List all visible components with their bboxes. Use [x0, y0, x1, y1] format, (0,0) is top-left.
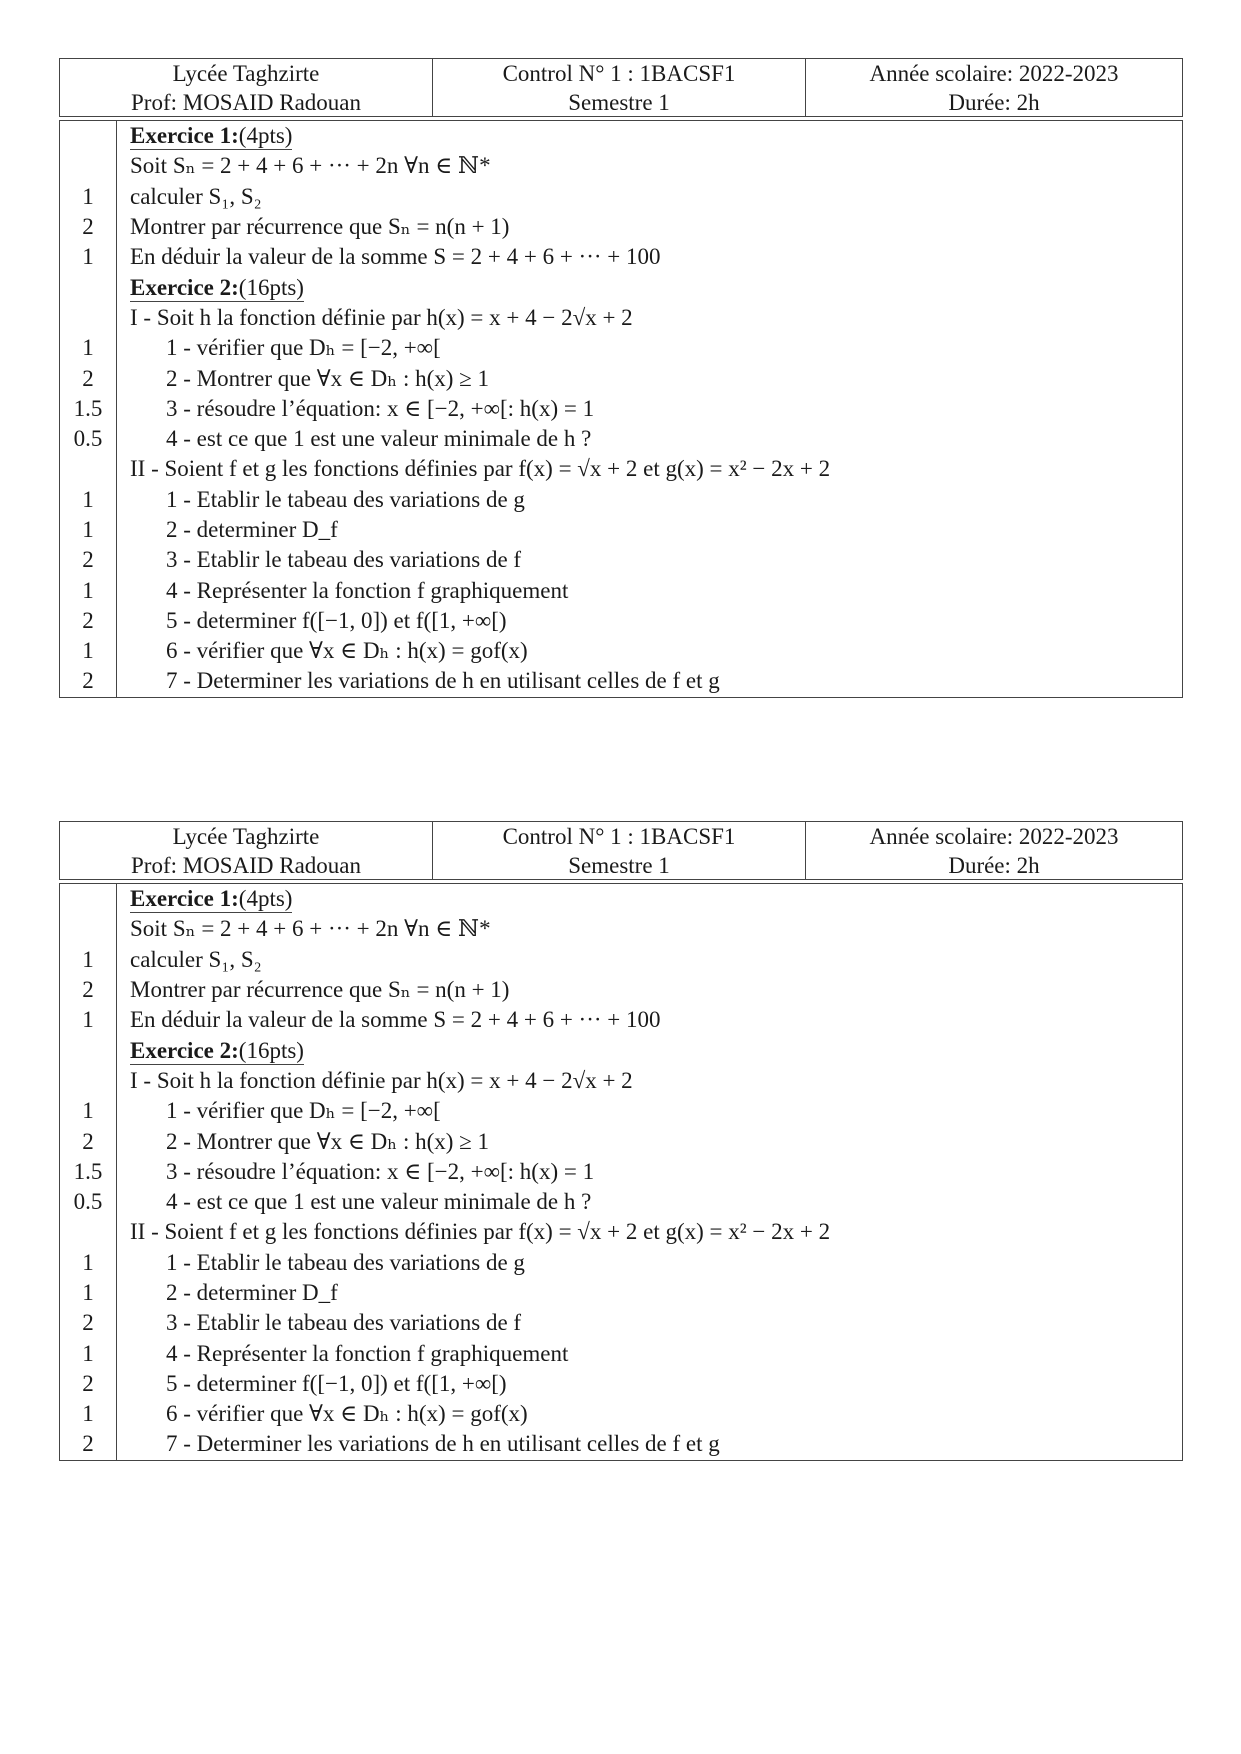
- header-year-cell: [805, 59, 1182, 117]
- header-school-cell: [60, 59, 432, 117]
- question-text: I - Soit h la fonction définie par h(x) = x + 4 − 2√x + 2: [130, 1067, 633, 1093]
- school-year: Année scolaire: 2022-2023: [869, 61, 1119, 86]
- points-cell: 1: [82, 577, 94, 603]
- question-text: II - Soient f et g les fonctions définies par f(x) = √x + 2 et g(x) = x² − 2x + 2: [130, 456, 831, 482]
- duration: Durée: 2h: [948, 90, 1040, 115]
- question-row: [60, 1338, 1182, 1368]
- question-row: [60, 1278, 1182, 1308]
- exam-body: [59, 883, 1183, 1461]
- question-row: [60, 485, 1182, 515]
- points-cell: 1: [82, 946, 94, 972]
- question-row: [60, 545, 1182, 575]
- question-text: 1 - Etablir le tabeau des variations de g: [166, 1249, 525, 1275]
- exercise-label: Exercice 2:: [130, 274, 239, 300]
- question-text: 7 - Determiner les variations de h en utilisant celles de f et g: [166, 668, 720, 694]
- question-row: [60, 1308, 1182, 1338]
- question-row: [60, 333, 1182, 363]
- question-row: [60, 515, 1182, 545]
- question-row: [60, 666, 1182, 696]
- school-name: Lycée Taghzirte: [172, 824, 320, 849]
- question-text: 4 - est ce que 1 est une valeur minimale de h ?: [166, 1189, 592, 1215]
- points-cell: 1: [82, 638, 94, 664]
- question-list: [60, 884, 1182, 1460]
- question-text: 5 - determiner f([−1, 0]) et f([1, +∞[): [166, 1370, 507, 1396]
- points-cell: 1: [82, 244, 94, 270]
- question-row: [60, 1399, 1182, 1429]
- question-text: 3 - résoudre l’équation: x ∈ [−2, +∞[: h(x) = 1: [166, 1158, 595, 1184]
- question-text: 2 - determiner D_f: [166, 1280, 338, 1305]
- question-text: 4 - est ce que 1 est une valeur minimale de h ?: [166, 426, 592, 452]
- school-year: Année scolaire: 2022-2023: [869, 824, 1119, 849]
- question-list: [60, 121, 1182, 697]
- question-text: 2 - Montrer que ∀x ∈ Dₕ : h(x) ≥ 1: [166, 365, 490, 391]
- question-text: Montrer par récurrence que Sₙ = n(n + 1): [130, 977, 510, 1003]
- question-row: [60, 945, 1182, 975]
- points-cell: 1.5: [73, 1158, 103, 1184]
- question-text: calculer S₁, S₂: [130, 183, 262, 209]
- question-text: 4 - Représenter la fonction f graphiquement: [166, 577, 569, 603]
- points-cell: 1: [82, 1007, 94, 1033]
- question-row: [60, 606, 1182, 636]
- question-row: [60, 1248, 1182, 1278]
- question-text: 5 - determiner f([−1, 0]) et f([1, +∞[): [166, 607, 507, 633]
- question-text: 3 - Etablir le tabeau des variations de f: [166, 547, 522, 573]
- question-row: [60, 636, 1182, 666]
- question-row: [60, 884, 1182, 914]
- exercise-points: (4pts): [238, 123, 293, 149]
- points-cell: 2: [82, 1431, 94, 1457]
- question-text: En déduir la valeur de la somme S = 2 + 4 + 6 + ··· + 100: [130, 244, 661, 270]
- exercise-title: [116, 123, 292, 149]
- question-row: [60, 272, 1182, 302]
- exercise-points: (4pts): [238, 886, 293, 912]
- question-text: Soit Sₙ = 2 + 4 + 6 + ··· + 2n ∀n ∈ ℕ*: [130, 153, 491, 179]
- question-row: [60, 151, 1182, 181]
- semester: Semestre 1: [568, 90, 670, 115]
- question-row: [60, 303, 1182, 333]
- control-title: Control N° 1 : 1BACSF1: [502, 61, 736, 86]
- question-row: [60, 121, 1182, 151]
- header-school-cell: [60, 822, 432, 880]
- points-cell: 1: [82, 1098, 94, 1124]
- question-row: [60, 242, 1182, 272]
- points-cell: 0.5: [73, 1189, 103, 1215]
- points-cell: 1.5: [73, 395, 103, 421]
- question-text: I - Soit h la fonction définie par h(x) = x + 4 − 2√x + 2: [130, 304, 633, 330]
- question-row: [60, 1035, 1182, 1065]
- question-text: 1 - Etablir le tabeau des variations de g: [166, 486, 525, 512]
- question-text: II - Soient f et g les fonctions définies par f(x) = √x + 2 et g(x) = x² − 2x + 2: [130, 1219, 831, 1245]
- exercise-label: Exercice 2:: [130, 1037, 239, 1063]
- exam-body: [59, 120, 1183, 698]
- points-cell: 2: [82, 365, 94, 391]
- question-row: [60, 363, 1182, 393]
- school-name: Lycée Taghzirte: [172, 61, 320, 86]
- question-text: 4 - Représenter la fonction f graphiquement: [166, 1340, 569, 1366]
- exercise-points: (16pts): [238, 1037, 304, 1063]
- question-text: calculer S₁, S₂: [130, 946, 262, 972]
- question-text: Montrer par récurrence que Sₙ = n(n + 1): [130, 214, 510, 240]
- points-cell: 2: [82, 607, 94, 633]
- question-row: [60, 1369, 1182, 1399]
- points-cell: 2: [82, 547, 94, 573]
- points-cell: 1: [82, 1340, 94, 1366]
- question-text: 3 - Etablir le tabeau des variations de f: [166, 1310, 522, 1336]
- question-text: En déduir la valeur de la somme S = 2 + 4 + 6 + ··· + 100: [130, 1007, 661, 1033]
- question-text: Soit Sₙ = 2 + 4 + 6 + ··· + 2n ∀n ∈ ℕ*: [130, 916, 491, 942]
- exercise-title: [116, 1038, 304, 1064]
- question-row: [60, 1429, 1182, 1459]
- exam-header: [59, 58, 1183, 117]
- question-row: [60, 1005, 1182, 1035]
- points-cell: 1: [82, 1401, 94, 1427]
- exercise-label: Exercice 1:: [130, 886, 239, 912]
- points-cell: 1: [82, 335, 94, 361]
- exercise-points: (16pts): [238, 274, 304, 300]
- question-row: [60, 424, 1182, 454]
- exam-sheet-1: [59, 58, 1183, 698]
- points-cell: 0.5: [73, 426, 103, 452]
- question-row: [60, 914, 1182, 944]
- control-title: Control N° 1 : 1BACSF1: [502, 824, 736, 849]
- question-row: [60, 1157, 1182, 1187]
- points-cell: 2: [82, 1310, 94, 1336]
- points-cell: 1: [82, 517, 94, 542]
- points-cell: 2: [82, 977, 94, 1003]
- question-row: [60, 1096, 1182, 1126]
- question-text: 2 - Montrer que ∀x ∈ Dₕ : h(x) ≥ 1: [166, 1128, 490, 1154]
- prof-name: Prof: MOSAID Radouan: [131, 90, 361, 115]
- points-cell: 1: [82, 1249, 94, 1275]
- semester: Semestre 1: [568, 853, 670, 878]
- question-row: [60, 212, 1182, 242]
- question-text: 7 - Determiner les variations de h en utilisant celles de f et g: [166, 1431, 720, 1457]
- points-cell: 1: [82, 183, 94, 209]
- exercise-title: [116, 886, 292, 912]
- question-row: [60, 182, 1182, 212]
- exam-sheet-2: [59, 821, 1183, 1461]
- exam-header: [59, 821, 1183, 880]
- question-row: [60, 1066, 1182, 1096]
- question-text: 1 - vérifier que Dₕ = [−2, +∞[: [166, 1098, 441, 1124]
- header-year-cell: [805, 822, 1182, 880]
- question-text: 6 - vérifier que ∀x ∈ Dₕ : h(x) = gof(x): [166, 638, 528, 664]
- question-text: 1 - vérifier que Dₕ = [−2, +∞[: [166, 335, 441, 361]
- question-row: [60, 575, 1182, 605]
- question-text: 6 - vérifier que ∀x ∈ Dₕ : h(x) = gof(x): [166, 1401, 528, 1427]
- prof-name: Prof: MOSAID Radouan: [131, 853, 361, 878]
- points-cell: 1: [82, 1280, 94, 1305]
- question-row: [60, 975, 1182, 1005]
- header-control-cell: [432, 59, 805, 117]
- exercise-label: Exercice 1:: [130, 123, 239, 149]
- question-row: [60, 1187, 1182, 1217]
- exercise-title: [116, 275, 304, 301]
- question-row: [60, 1126, 1182, 1156]
- question-row: [60, 394, 1182, 424]
- points-cell: 2: [82, 668, 94, 694]
- question-text: 2 - determiner D_f: [166, 517, 338, 542]
- question-row: [60, 454, 1182, 484]
- points-cell: 1: [82, 486, 94, 512]
- points-cell: 2: [82, 214, 94, 240]
- points-cell: 2: [82, 1370, 94, 1396]
- question-row: [60, 1217, 1182, 1247]
- question-text: 3 - résoudre l’équation: x ∈ [−2, +∞[: h(x) = 1: [166, 395, 595, 421]
- duration: Durée: 2h: [948, 853, 1040, 878]
- points-cell: 2: [82, 1128, 94, 1154]
- header-control-cell: [432, 822, 805, 880]
